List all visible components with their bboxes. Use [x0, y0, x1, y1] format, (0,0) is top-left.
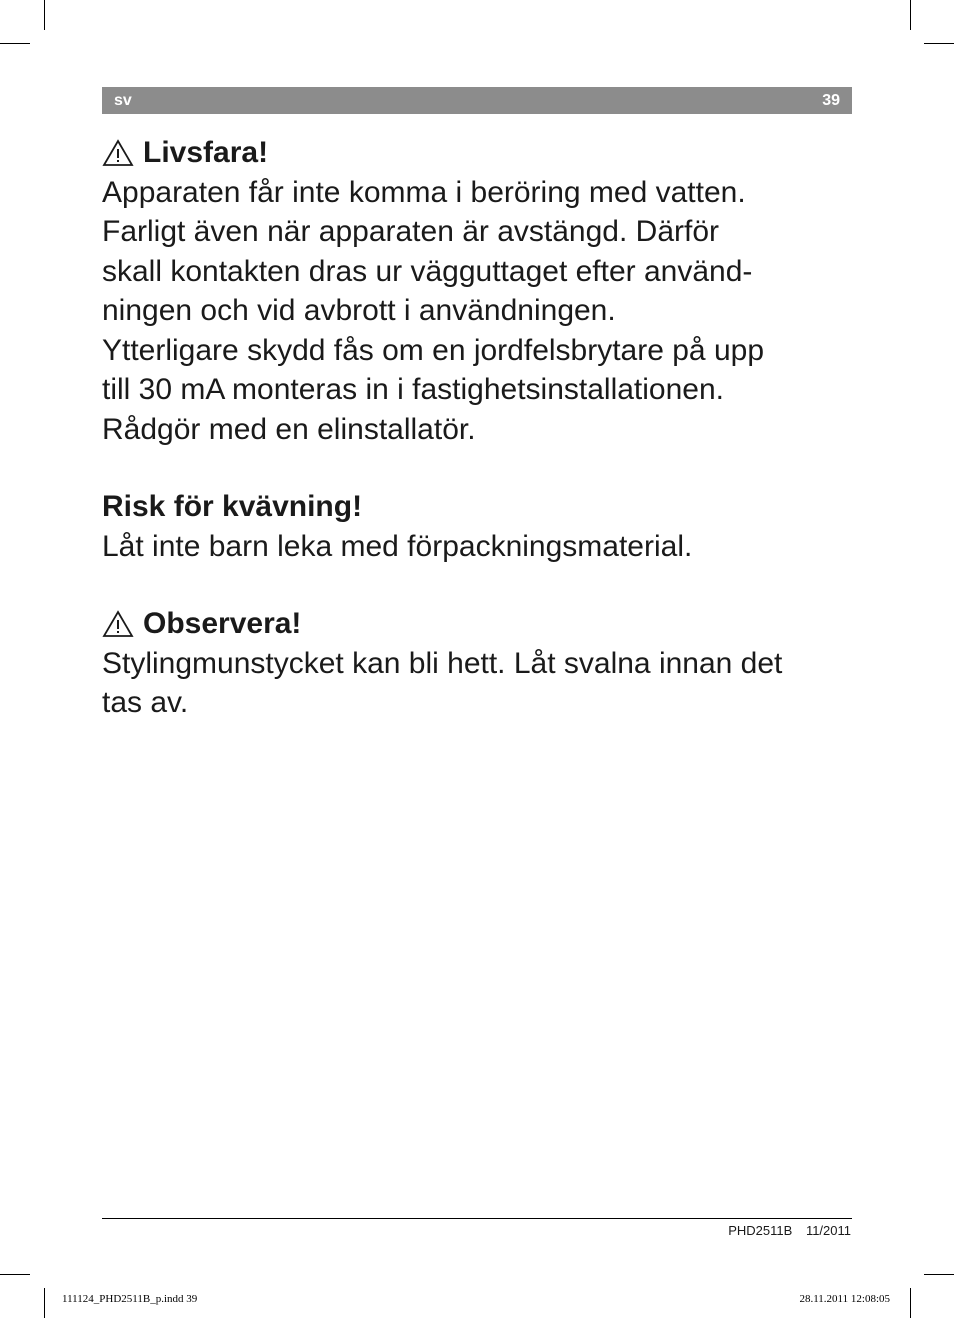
heading-text: Livsfara! [143, 136, 269, 169]
section-heading [102, 487, 854, 527]
section-risk-for-kvavning [102, 487, 854, 566]
page-header-bar [102, 87, 852, 114]
footer-model: PHD2511B [728, 1223, 793, 1238]
heading-text: Observera! [143, 607, 302, 640]
section-heading [102, 604, 854, 644]
section-body: Apparaten får inte komma i beröring med vatten. Farligt även när apparaten är avstängd. Därför skall kontakten dras ur vägguttaget efter använd- ningen och vid avbrott i användningen. Ytterligare skydd fås om en jordfelsbrytare på upp till 30 mA monteras in i fastighetsinstallationen. Rådgör med en elinstallatör. [102, 175, 765, 446]
print-slug-timestamp: 28.11.2011 12:08:05 [799, 1293, 890, 1305]
document-body [102, 133, 854, 761]
footer-divider [102, 1218, 852, 1219]
footer-date: 11/2011 [805, 1223, 851, 1238]
footer-meta [728, 1223, 851, 1238]
heading-text: Risk för kvävning! [102, 490, 363, 523]
crop-mark [44, 1288, 45, 1318]
language-code: sv [114, 92, 132, 109]
page-number: 39 [822, 92, 840, 109]
crop-mark [910, 1288, 911, 1318]
warning-triangle-icon [102, 610, 134, 638]
section-heading [102, 133, 854, 173]
section-body: Låt inte barn leka med förpackningsmaterial. [102, 529, 693, 563]
crop-mark [0, 43, 30, 44]
print-slug-file: 111124_PHD2511B_p.indd 39 [62, 1293, 198, 1305]
section-body: Stylingmunstycket kan bli hett. Låt svalna innan det tas av. [102, 646, 783, 719]
crop-mark [924, 1274, 954, 1275]
warning-triangle-icon [102, 139, 134, 167]
crop-mark [0, 1274, 30, 1275]
crop-mark [910, 0, 911, 30]
crop-mark [44, 0, 45, 30]
section-observera [102, 604, 854, 723]
crop-mark [924, 43, 954, 44]
section-livsfara [102, 133, 854, 449]
